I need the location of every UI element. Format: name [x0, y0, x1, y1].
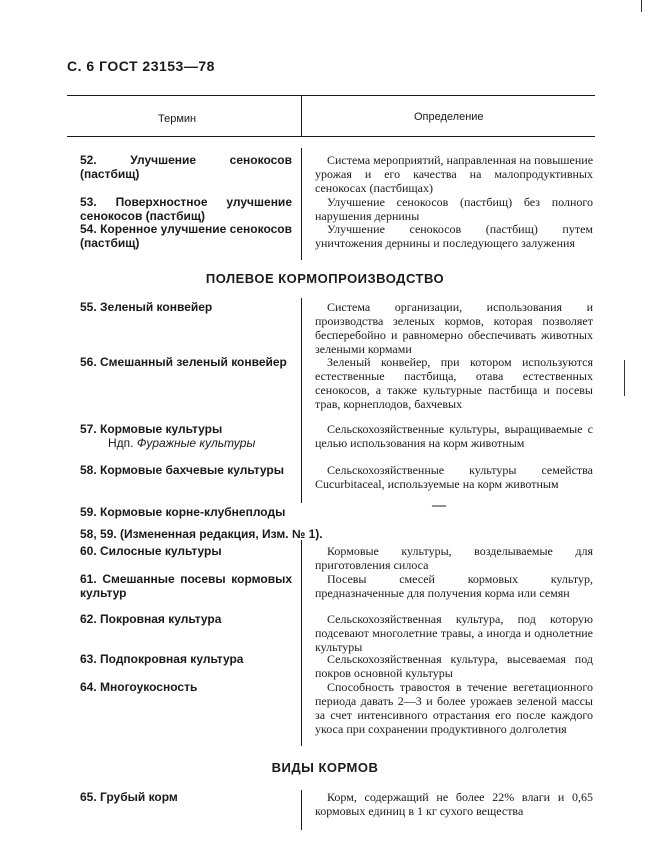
term-58: 58. Кормовые бахчевые культуры	[80, 463, 284, 477]
term-64: 64. Многоукосность	[80, 680, 198, 694]
definition-60: Кормовые культуры, возделываемые для приготовления силоса	[315, 544, 593, 572]
term-62: 62. Покровная культура	[80, 612, 222, 626]
section-heading-field-forage: ПОЛЕВОЕ КОРМОПРОИЗВОДСТВО	[205, 271, 445, 286]
definition-62: Сельскохозяйственная культура, под которую подсевают многолетние травы, а иногда и однолетние культуры	[315, 612, 593, 654]
definition-54: Улучшение сенокосов (пастбищ) путем уничтожения дернины и последующего залужения	[315, 222, 593, 250]
page-header: С. 6 ГОСТ 23153—78	[67, 58, 215, 74]
definition-65: Корм, содержащий не более 22% влаги и 0,65 кормовых единиц в 1 кг сухого вещества	[315, 790, 593, 818]
column-divider	[301, 148, 302, 260]
column-divider	[301, 298, 302, 503]
term-53: 53. Поверхностное улучшение сенокосов (пастбищ)	[80, 195, 292, 223]
definition-52: Система мероприятий, направленная на повышение урожая и его качества на малопродуктивных сенокосах (пастбищах)	[315, 153, 594, 195]
column-term-header: Термин	[158, 113, 197, 125]
term-52: 52. Улучшение сенокосов (пастбищ)	[80, 153, 292, 181]
column-definition-header: Определение	[414, 111, 484, 123]
term-54: 54. Коренное улучшение сенокосов (пастбищ)	[80, 222, 292, 250]
term-60: 60. Силосные культуры	[80, 544, 222, 558]
term-65: 65. Грубый корм	[80, 790, 178, 804]
definition-64: Способность травостоя в течение вегетационного периода давать 2—3 и более урожаев зеленой массы за счет интенсивного отрастания его после каждого укоса при сохранении продуктивного долголетия	[315, 680, 593, 736]
term-59: 59. Кормовые корне-клубнеплоды	[80, 505, 286, 519]
section-heading-feed-types: ВИДЫ КОРМОВ	[271, 760, 379, 775]
table-header-rule	[67, 136, 595, 137]
definition-55: Система организации, использования и производства зеленых кормов, которая позволяет бесперебойно и равномерно обеспечивать животных зелеными кормами	[315, 300, 593, 356]
definition-59: —	[432, 498, 446, 513]
term-55: 55. Зеленый конвейер	[80, 300, 213, 314]
definition-61: Посевы смесей кормовых культур, предназначенные для получения корма или семян	[315, 572, 593, 600]
term-61: 61. Смешанные посевы кормовых культур	[80, 572, 292, 600]
column-divider	[301, 790, 302, 830]
term-63: 63. Подпокровная культура	[80, 652, 244, 666]
definition-57: Сельскохозяйственные культуры, выращиваемые с целью использования на корм животным	[315, 422, 593, 450]
definition-58: Сельскохозяйственные культуры семейства Cucurbitaceal, используемые на корм животным	[315, 463, 593, 491]
header-divider	[301, 96, 302, 136]
table-top-rule	[67, 95, 595, 96]
column-divider	[301, 540, 302, 746]
definition-56: Зеленый конвейер, при котором используются естественные пастбища, отава естественных сенокосов, а также культурные пастбища и посевы трав, корнеплодов, бахчевых	[315, 355, 593, 411]
term-57: 57. Кормовые культуры Ндп. Фуражные культуры	[80, 422, 292, 450]
margin-mark	[624, 360, 625, 396]
definition-63: Сельскохозяйственная культура, высеваемая под покров основной культуры	[315, 652, 593, 680]
deprecated-term-note: Ндп. Фуражные культуры	[108, 436, 256, 450]
scan-mark	[641, 0, 642, 12]
term-56: 56. Смешанный зеленый конвейер	[80, 355, 287, 369]
definition-53: Улучшение сенокосов (пастбищ) без полного нарушения дернины	[315, 195, 593, 223]
amendment-note: 58, 59. (Измененная редакция, Изм. № 1).	[80, 527, 323, 541]
